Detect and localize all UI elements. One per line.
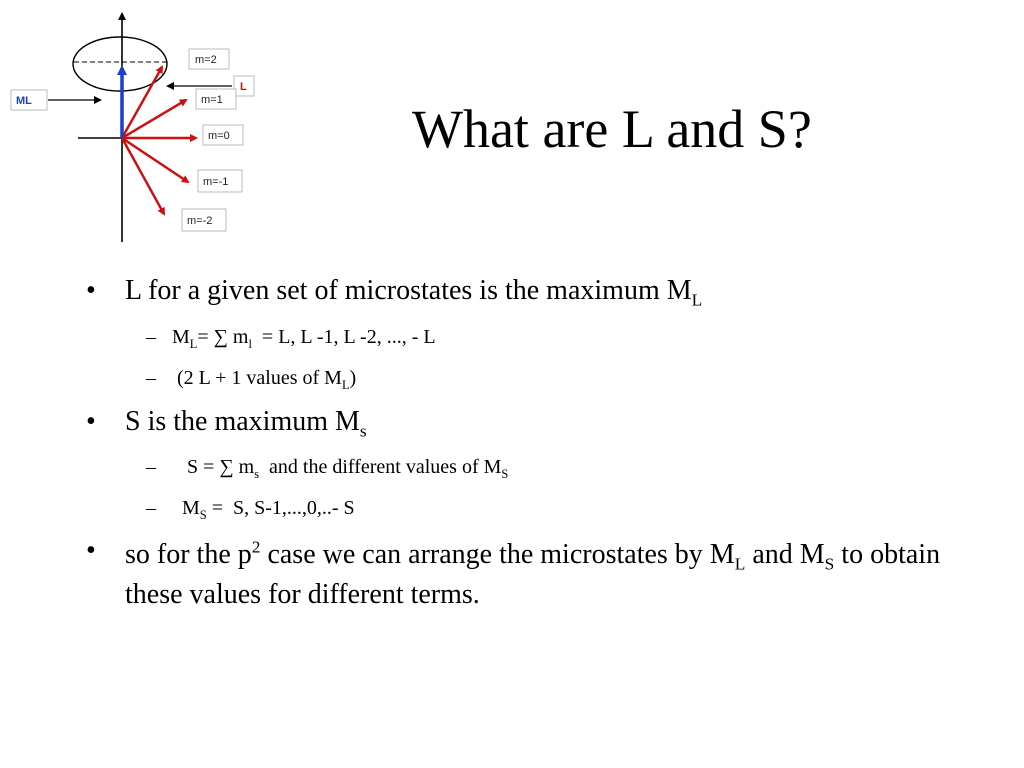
text-part: S = ∑ m xyxy=(172,456,255,478)
subscript: S xyxy=(501,467,509,481)
subscript: L xyxy=(341,378,350,392)
bullet-text: S is the maximum M xyxy=(125,406,360,437)
text-part: and M xyxy=(745,539,825,570)
text-part: to obtain these values for different terms. xyxy=(125,539,941,610)
subscript: l xyxy=(248,337,252,351)
label-mneg1: m=-1 xyxy=(203,176,229,188)
bullet-text: L for a given set of microstates is the maximum M xyxy=(125,275,692,306)
label-m2: m=2 xyxy=(195,54,217,66)
bullet-item-l-definition xyxy=(125,275,703,310)
subscript: L xyxy=(691,290,703,310)
label-mneg2: m=-2 xyxy=(187,215,213,227)
superscript: 2 xyxy=(251,537,261,557)
dash-marker: – xyxy=(146,497,156,519)
label-m1: m=1 xyxy=(201,94,223,106)
text-part: ) xyxy=(349,367,357,389)
text-part: and the different values of M xyxy=(259,456,502,478)
text-part: case we can arrange the microstates by M xyxy=(260,539,735,570)
bullet-item-s-definition xyxy=(125,406,367,441)
sub-item-ml-count xyxy=(172,367,356,390)
text-part: M xyxy=(172,497,200,519)
text-part: = ∑ m xyxy=(197,326,249,348)
label-ml: ML xyxy=(16,95,32,107)
subscript: s xyxy=(359,421,367,441)
subscript: S xyxy=(199,508,207,522)
sub-item-ml-sum xyxy=(172,326,436,349)
sub-item-s-sum xyxy=(172,456,508,479)
label-l: L xyxy=(240,81,247,93)
bullet-marker: • xyxy=(86,406,96,437)
dash-marker: – xyxy=(146,326,156,348)
subscript: L xyxy=(189,337,198,351)
bullet-item-p2-case xyxy=(125,535,965,615)
text-part: so for the p xyxy=(125,539,252,570)
sub-item-ms-values xyxy=(172,497,355,520)
slide-title: What are L and S? xyxy=(412,99,812,159)
subscript: s xyxy=(254,467,260,481)
subscript: L xyxy=(734,554,746,574)
text-part: = L, L -1, L -2, ..., - L xyxy=(251,326,436,348)
text-part: M xyxy=(172,326,190,348)
dash-marker: – xyxy=(146,367,156,389)
text-part: (2 L + 1 values of M xyxy=(172,367,342,389)
dash-marker: – xyxy=(146,456,156,478)
bullet-marker: • xyxy=(86,535,96,566)
label-m0: m=0 xyxy=(208,130,230,142)
subscript: S xyxy=(824,554,835,574)
text-part: = S, S-1,...,0,..- S xyxy=(206,497,355,519)
bullet-marker: • xyxy=(86,275,96,306)
